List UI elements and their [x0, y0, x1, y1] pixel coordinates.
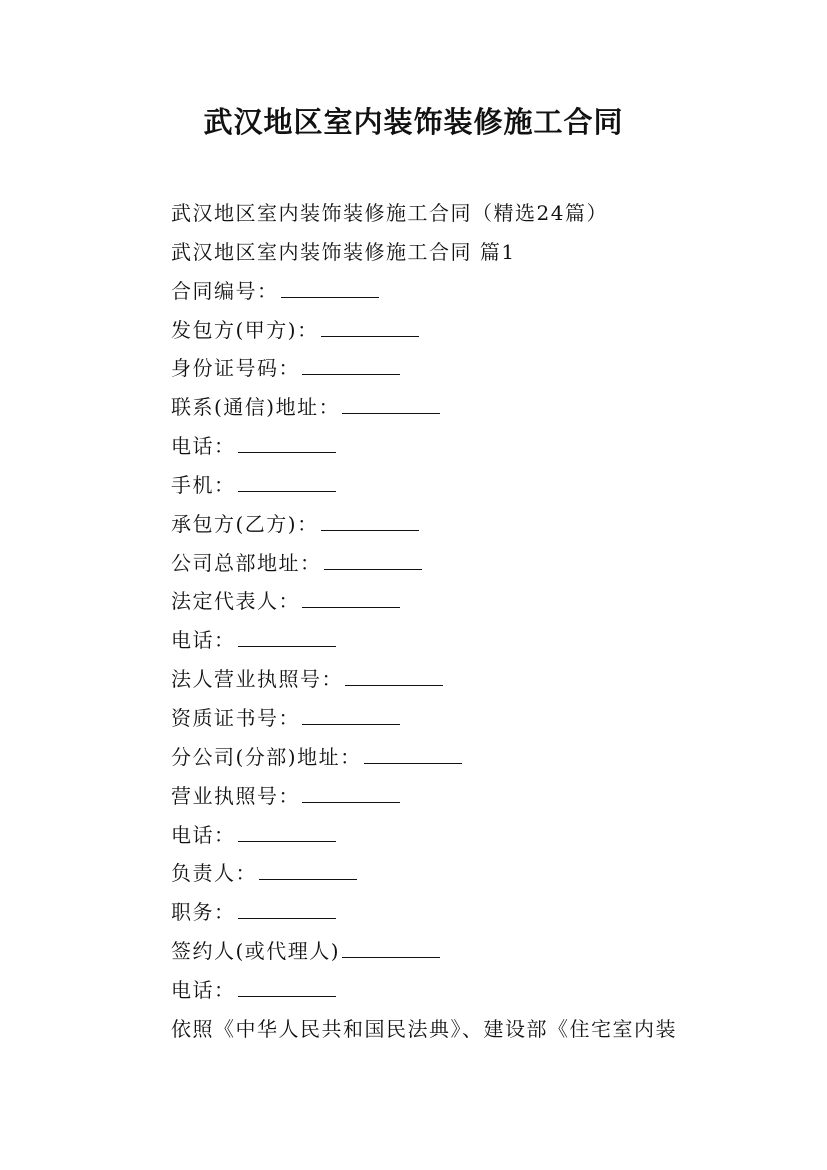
field-business-license: [171, 777, 771, 816]
field-label: 发包方(甲方)：: [171, 317, 319, 342]
field-contract-number: [171, 272, 771, 311]
blank-underline: [238, 825, 336, 842]
field-qualification-certificate: [171, 699, 771, 738]
field-signatory: [171, 932, 771, 971]
field-label: 电话：: [171, 628, 236, 653]
field-phone: [171, 427, 771, 466]
field-label: 资质证书号：: [171, 705, 300, 730]
blank-underline: [238, 436, 336, 453]
blank-underline: [259, 863, 357, 880]
blank-underline: [321, 514, 419, 531]
field-label: 法人营业执照号：: [171, 667, 343, 692]
section-heading: 武汉地区室内装饰装修施工合同 篇1: [171, 239, 516, 264]
blank-underline: [238, 980, 336, 997]
field-person-in-charge: [171, 854, 771, 893]
field-label: 负责人：: [171, 861, 257, 886]
field-label: 营业执照号：: [171, 783, 300, 808]
field-headquarters-address: [171, 544, 771, 583]
field-label: 分公司(分部)地址：: [171, 744, 362, 769]
field-label: 公司总部地址：: [171, 550, 322, 575]
field-position: [171, 893, 771, 932]
field-legal-representative: [171, 582, 771, 621]
field-label: 联系(通信)地址：: [171, 395, 341, 420]
field-label: 电话：: [171, 977, 236, 1002]
document-body: [171, 194, 771, 1049]
blank-underline: [321, 320, 419, 337]
blank-underline: [342, 941, 440, 958]
field-id-number: [171, 349, 771, 388]
field-label: 电话：: [171, 822, 236, 847]
field-label: 电话：: [171, 434, 236, 459]
field-label: 法定代表人：: [171, 589, 300, 614]
field-contact-address: [171, 388, 771, 427]
blank-underline: [342, 397, 440, 414]
blank-underline: [345, 669, 443, 686]
field-party-b: [171, 505, 771, 544]
intro-line: 武汉地区室内装饰装修施工合同（精选24篇）: [171, 201, 608, 225]
field-branch-address: [171, 738, 771, 777]
blank-underline: [302, 786, 400, 803]
field-label: 职务：: [171, 900, 236, 925]
blank-underline: [324, 553, 422, 570]
blank-underline: [302, 591, 400, 608]
blank-underline: [302, 358, 400, 375]
field-business-license-legal: [171, 660, 771, 699]
blank-underline: [238, 630, 336, 647]
blank-underline: [364, 747, 462, 764]
field-label: 承包方(乙方)：: [171, 511, 319, 536]
field-phone: [171, 971, 771, 1010]
field-party-a: [171, 311, 771, 350]
field-label: 合同编号：: [171, 278, 279, 303]
blank-underline: [302, 708, 400, 725]
document-title: 武汉地区室内装饰装修施工合同: [203, 105, 624, 139]
field-label: 签约人(或代理人): [171, 939, 341, 964]
blank-underline: [238, 902, 336, 919]
closing-line: 依照《中华人民共和国民法典》、建设部《住宅室内装: [171, 1016, 677, 1041]
blank-underline: [238, 475, 336, 492]
field-phone: [171, 816, 771, 855]
field-mobile: [171, 466, 771, 505]
field-label: 手机：: [171, 472, 236, 497]
field-label: 身份证号码：: [171, 356, 300, 381]
blank-underline: [281, 281, 379, 298]
field-phone: [171, 621, 771, 660]
